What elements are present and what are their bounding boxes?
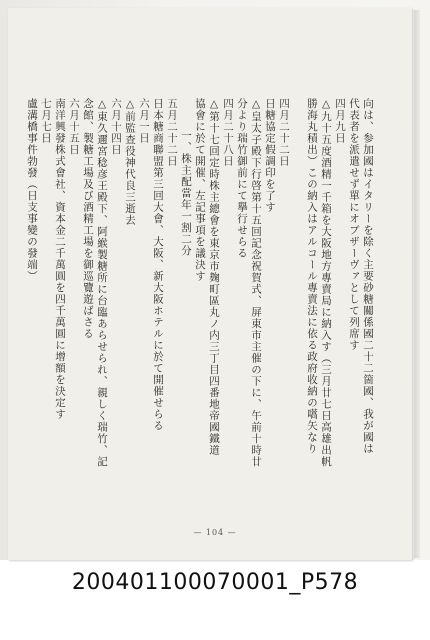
text-column: △東久邇宮稔彦王殿下、阿緱製糖所に台臨あらせられ、親しく瑞竹、記	[96, 98, 108, 468]
page-edge	[414, 10, 420, 558]
date-label: 六月十四日	[110, 98, 122, 156]
date-label: 四月二十二日	[278, 98, 290, 167]
text-column: △九十五度酒精一千箱を大阪地方專賣局に納入す（三月廿七日高雄出帆	[320, 98, 332, 468]
text-column: 念館、製糖工場及び酒精工場を御巡覽遊ばさる	[82, 98, 94, 340]
date-label: 六月一日	[138, 98, 150, 144]
date-label: 四月二十八日	[222, 98, 234, 167]
text-column: 勝海丸積出）この納入はアルコール專賣法に依る政府收納の嚆矢なり	[306, 98, 318, 455]
date-label: 六月十五日	[68, 98, 80, 156]
text-column: 分より瑞竹御前にて擧行せらる	[236, 98, 248, 259]
text-column: △皇太子殿下行啓第十五回記念祝賀式、屏東市主催の下に、午前十時廿	[250, 98, 262, 468]
date-label: 五月二十二日	[166, 98, 178, 167]
text-column: 一、株主配當年一割二分	[180, 130, 192, 257]
text-column: 向は、参加國はイタリーを除く主要砂糖關係國二十二箇國、我が國は	[362, 98, 374, 455]
text-column: △第十七回定時株主總會を東京市麹町區丸ノ内三丁目四番地帝國鐵道	[208, 98, 220, 456]
text-column: 代表者を派遣せず單にオブザーヴァとして列席す	[348, 98, 360, 351]
text-column: 日糖協定假調印を了す	[264, 98, 276, 213]
image-caption: 200401100070001_P578	[71, 570, 359, 595]
text-column: 盧溝橋事件勃發（日支事變の發端）	[26, 98, 38, 282]
text-column: 日本糖商聯盟第三回大會、大阪、新大阪ホテルに於て開催せらる	[152, 98, 164, 432]
text-column: 南洋興發株式會社、資本金二千萬圓を四千萬圓に增額を決定す	[54, 98, 66, 420]
text-column: △前監查役神代良三逝去	[124, 98, 136, 226]
chronology-text-block	[26, 98, 376, 468]
page-number: — 104 —	[193, 528, 237, 537]
date-label: 七月七日	[40, 98, 52, 144]
date-label: 四月九日	[334, 98, 346, 144]
text-column: 協會に於て開催、左記事項を議決す	[194, 98, 206, 282]
